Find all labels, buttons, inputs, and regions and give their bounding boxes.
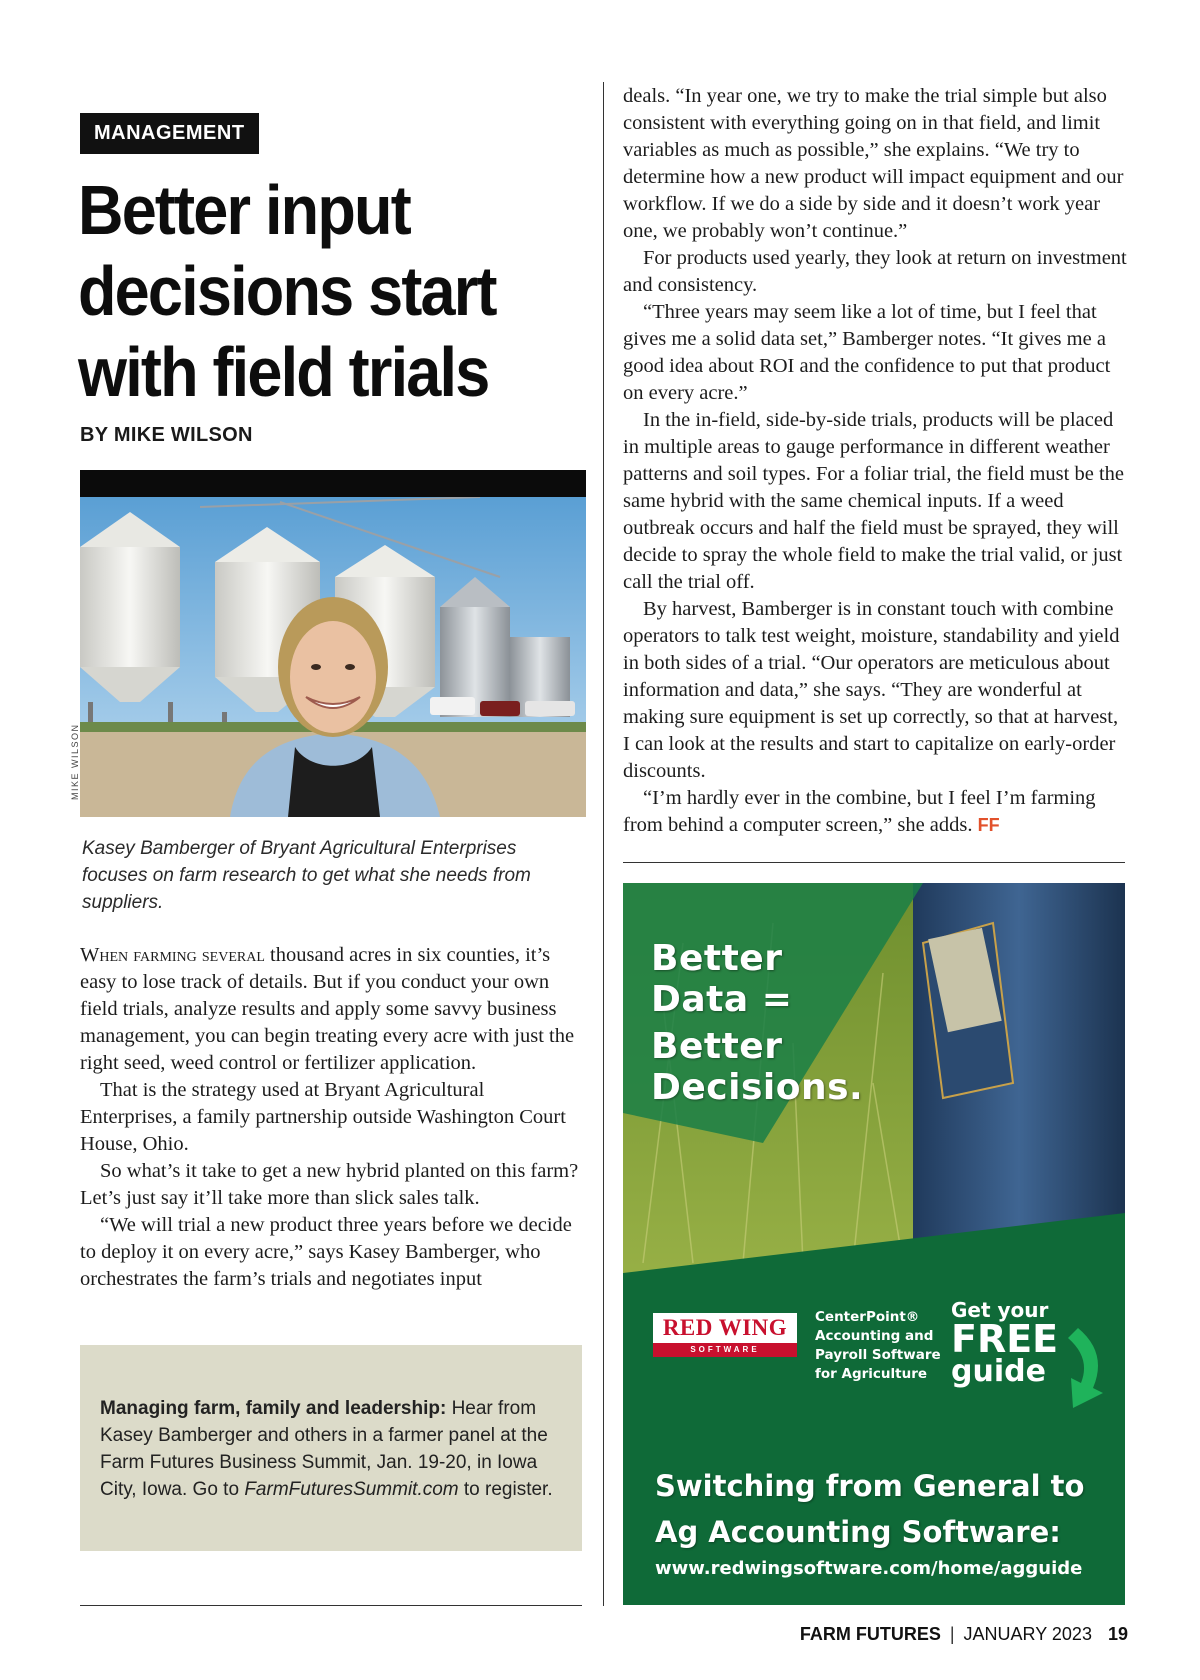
paragraph: So what’s it take to get a new hybrid planted on this farm? Let’s just say it’ll take more than slick sales talk. [80, 1160, 579, 1209]
photo-credit: MIKE WILSON [70, 723, 80, 800]
cta-line: FREE [951, 1317, 1059, 1361]
footer-separator: | [949, 1624, 955, 1644]
ad-subhead-line: Switching from General to [655, 1469, 1085, 1503]
paragraph: For products used yearly, they look at return on investment and consistency. [623, 247, 1127, 296]
ad-headline-line: Better [651, 1026, 783, 1067]
sidebar-tail: to register. [458, 1479, 553, 1500]
article-headline: Better input decisions start with field trials [78, 171, 496, 411]
paragraph: In the in-field, side-by-side trials, products will be placed in multiple areas to gauge performance in different weather patterns and soil types. For a foliar trial, the field must be the same hybrid with the same chemical inputs. If a weed outbreak occurs and half the field must be sprayed, they will decide to spray the whole field to make the trial valid, or just call the trial off. [623, 409, 1124, 593]
ad-url-link[interactable]: www.redwingsoftware.com/home/agguide [655, 1558, 1083, 1579]
redwing-logo-sub: SOFTWARE [653, 1343, 797, 1357]
summit-link[interactable]: FarmFuturesSummit.com [244, 1479, 459, 1500]
paragraph [623, 785, 1128, 839]
article-body-right [623, 83, 1128, 839]
ad-headline-line: Data = [651, 979, 793, 1020]
lead-in: When farming several [80, 944, 265, 966]
photo-top-bar [80, 470, 586, 497]
product-line: for Agriculture [815, 1366, 928, 1382]
byline: BY MIKE WILSON [80, 424, 253, 446]
redwing-advertisement[interactable] [623, 883, 1125, 1605]
paragraph: By harvest, Bamberger is in constant touch with combine operators to talk test weight, moisture, standability and yield in both sides of a trial. “Our operators are meticulous about information and data,” she says. “They are wonderful at making sure equipment is set up correctly, so that at harvest, I can look at the results and start to capitalize on early-order discounts. [623, 598, 1120, 782]
paragraph-text: thousand acres in six counties, it’s easy to lose track of details. But if you conduct your own field trials, analyze results and apply some savvy business management, you can begin treating every acre with just the right seed, weed control or fertilizer application. [80, 944, 575, 1074]
story-end-rule [623, 862, 1125, 863]
paragraph [80, 942, 585, 1077]
sidebar-text [100, 1395, 562, 1503]
article-body-left [80, 942, 585, 1293]
ad-headline-line: Better [651, 938, 783, 979]
ad-subhead [655, 1463, 1115, 1555]
column-divider [603, 82, 604, 1606]
ad-subhead-line: Ag Accounting Software: [655, 1515, 1061, 1549]
product-line: CenterPoint® [815, 1309, 920, 1325]
issue-date: JANUARY 2023 [963, 1624, 1092, 1644]
page-footer [800, 1624, 1128, 1645]
sidebar-body: Hear from Kasey Bamberger and others in a farmer panel at the Farm Futures Business Summit, Jan. 19-20, in Iowa City, Iowa. Go to [100, 1398, 548, 1500]
end-mark: FF [977, 815, 1000, 835]
cta-line: Get your [951, 1298, 1049, 1322]
redwing-logo [653, 1313, 797, 1358]
paragraph-text: “I’m hardly ever in the combine, but I feel I’m farming from behind a computer screen,” she adds. [623, 787, 1096, 836]
product-description [815, 1308, 945, 1384]
paragraph: That is the strategy used at Bryant Agricultural Enterprises, a family partnership outside Washington Court House, Ohio. [80, 1079, 566, 1155]
magazine-name: FARM FUTURES [799, 1624, 941, 1644]
cta-line: guide [951, 1354, 1046, 1389]
product-line: Payroll Software [815, 1347, 941, 1363]
paragraph: deals. “In year one, we try to make the trial simple but also consistent with everything going on in that field, and limit variables as much as possible,” she explains. “We try to determine how a new product will impact equipment and our workflow. If we do a side by side and it doesn’t work year one, we probably won’t continue.” [623, 85, 1124, 242]
page-number: 19 [1107, 1624, 1128, 1644]
ad-headline [651, 938, 863, 1108]
section-label: MANAGEMENT [80, 113, 259, 154]
bottom-rule [80, 1605, 582, 1606]
redwing-logo-name: RED WING [653, 1313, 797, 1343]
photo-caption: Kasey Bamberger of Bryant Agricultural Enterprises focuses on farm research to get what she needs from suppliers. [82, 838, 531, 913]
ad-headline-line: Decisions. [651, 1067, 864, 1108]
product-line: Accounting and [815, 1328, 934, 1344]
free-guide-cta[interactable] [951, 1299, 1058, 1387]
article-photo [80, 497, 586, 817]
paragraph: “We will trial a new product three years before we decide to deploy it on every acre,” says Kasey Bamberger, who orchestrates the farm’s trials and negotiates input [80, 1214, 572, 1290]
sidebar-lead: Managing farm, family and leadership: [100, 1398, 447, 1419]
event-sidebar [80, 1345, 582, 1551]
paragraph: “Three years may seem like a lot of time, but I feel that gives me a solid data set,” Bamberger notes. “It gives me a good idea about ROI and the confidence to put that product on every acre.” [623, 301, 1111, 404]
